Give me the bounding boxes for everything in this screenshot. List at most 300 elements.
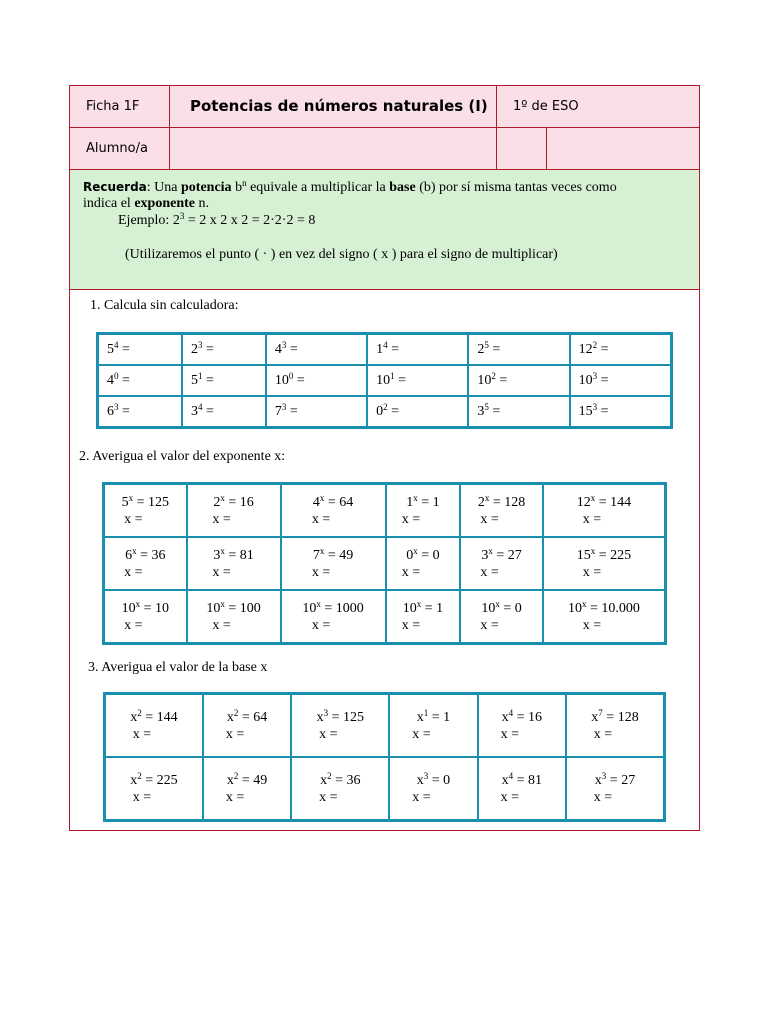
answer-blank: x = — [225, 789, 245, 805]
power-base: x — [501, 772, 509, 788]
power-exponent: 2 — [233, 707, 239, 718]
answer-blank: x = — [582, 564, 602, 580]
power-rest: = 125 — [328, 709, 364, 725]
power-exponent: 5 — [484, 401, 489, 412]
exercise-cell[interactable] — [203, 757, 291, 820]
power-rest: = 1000 — [320, 600, 364, 616]
answer-blank: x = — [593, 726, 613, 742]
answer-blank: x = — [500, 726, 520, 742]
power-exponent: x — [488, 545, 493, 556]
header-col-divider-1 — [169, 86, 170, 169]
power-rest: = 36 — [136, 547, 166, 563]
header-row-divider — [70, 127, 699, 128]
exercise-2-title: 2. Averigua el valor del exponente x: — [79, 449, 286, 464]
expression — [107, 709, 201, 726]
power-exponent: 3 — [197, 339, 203, 350]
power-base: x — [226, 772, 234, 788]
expression — [106, 494, 185, 511]
power-rest: = 10 — [140, 600, 170, 616]
power-rest: = — [387, 403, 400, 419]
reminder-example — [118, 213, 315, 229]
power-rest: = — [286, 403, 298, 419]
answer-blank: x = — [124, 564, 143, 580]
power-exponent: x — [495, 598, 500, 609]
exercise-cell[interactable] — [386, 537, 461, 590]
answer-blank: x = — [401, 617, 421, 633]
exercise-cell[interactable] — [386, 484, 461, 537]
reminder-text: indica el — [83, 196, 135, 211]
power-exponent: 1 — [197, 370, 203, 381]
exercise-cell[interactable] — [266, 365, 367, 396]
expression — [189, 600, 279, 617]
power-rest: = 225 — [595, 547, 632, 563]
answer-blank: x = — [212, 511, 231, 527]
exercise-cell[interactable] — [98, 365, 182, 396]
exercise-cell[interactable] — [543, 484, 665, 537]
expression — [283, 494, 384, 511]
power-exponent: x — [484, 492, 490, 503]
expression — [293, 709, 387, 726]
expression — [480, 772, 564, 789]
exercise-cell[interactable] — [367, 334, 468, 365]
power-exponent: 5 — [484, 339, 489, 350]
course-level: 1º de ESO — [513, 99, 579, 114]
power-base: 0 — [376, 403, 384, 419]
exercise-cell[interactable] — [203, 694, 291, 757]
reminder-line-2 — [83, 196, 209, 212]
exercise-cell[interactable] — [98, 334, 182, 365]
student-name-field[interactable] — [170, 128, 496, 168]
exercise-cell[interactable] — [187, 537, 281, 590]
expression — [376, 339, 466, 358]
power-exponent: 2 — [137, 770, 142, 781]
reminder-label: Recuerda — [83, 180, 147, 194]
power-exponent: x — [413, 492, 418, 503]
exercise-cell[interactable] — [468, 334, 569, 365]
ficha-label: Ficha 1F — [86, 99, 140, 114]
power-base: x — [130, 709, 138, 725]
expression — [480, 709, 564, 726]
exercise-cell[interactable] — [386, 590, 461, 643]
expression — [107, 401, 180, 420]
power-exponent: x — [220, 545, 225, 556]
power-rest: = 144 — [141, 709, 178, 725]
reminder-text: b — [231, 180, 243, 195]
power-base: 1 — [376, 341, 384, 357]
power-rest: = 1 — [428, 709, 451, 725]
power-rest: = — [118, 403, 130, 419]
power-exponent: x — [128, 492, 134, 503]
table-row — [98, 365, 671, 396]
power-base: 10 — [121, 600, 136, 616]
power-exponent: 1 — [423, 707, 429, 718]
table-row — [105, 694, 664, 757]
power-base: 3 — [481, 547, 489, 563]
power-rest: = — [286, 341, 298, 357]
power-base: 4 — [312, 494, 320, 510]
power-base: 2 — [213, 494, 221, 510]
page-title: Potencias de números naturales (I) — [190, 97, 488, 115]
power-exponent: 4 — [508, 770, 514, 781]
exercise-cell[interactable] — [543, 537, 665, 590]
expression — [205, 772, 289, 789]
power-exponent: 4 — [383, 339, 388, 350]
exercise-cell[interactable] — [468, 365, 569, 396]
exercise-cell[interactable] — [566, 757, 664, 820]
exercise-cell[interactable] — [104, 590, 187, 643]
expression — [391, 772, 475, 789]
expression — [106, 600, 185, 617]
header-band — [70, 86, 699, 169]
power-exponent: 7 — [598, 707, 603, 718]
exercise-cell[interactable] — [266, 334, 367, 365]
power-base: 6 — [107, 403, 114, 419]
power-rest: = 225 — [141, 772, 178, 788]
power-rest: = 36 — [331, 772, 361, 788]
power-exponent: x — [319, 545, 325, 556]
power-base: 7 — [312, 547, 320, 563]
power-exponent: 2 — [327, 770, 332, 781]
power-exponent: 2 — [491, 370, 496, 381]
power-rest: = 0 — [417, 547, 440, 563]
exercise-cell[interactable] — [187, 484, 281, 537]
student-label: Alumno/a — [86, 141, 148, 156]
exercise-cell[interactable] — [291, 757, 389, 820]
power-exponent: 0 — [288, 370, 294, 381]
power-exponent: 2 — [383, 401, 388, 412]
reminder-text: equivale a multiplicar la — [246, 180, 390, 195]
power-rest: = 64 — [324, 494, 354, 510]
expression — [578, 401, 669, 420]
expression — [106, 547, 185, 564]
term-potencia: potencia — [181, 180, 232, 195]
power-exponent: 3 — [281, 401, 287, 412]
power-rest: = — [394, 372, 407, 388]
power-exponent: x — [590, 545, 596, 556]
expression — [190, 370, 264, 389]
exercise-cell[interactable] — [460, 590, 543, 643]
expression — [568, 772, 662, 789]
power-base: 4 — [274, 341, 282, 357]
expression — [205, 709, 289, 726]
expression — [376, 370, 466, 389]
exercise-cell[interactable] — [98, 396, 182, 427]
example-text: Ejemplo: 2 — [118, 213, 180, 228]
reminder-box — [70, 169, 699, 290]
power-rest: = — [202, 403, 214, 419]
table-row — [98, 396, 671, 427]
power-base: 10 — [302, 600, 317, 616]
power-rest: = 49 — [238, 772, 268, 788]
power-rest: = — [495, 372, 508, 388]
expression — [274, 401, 365, 420]
power-rest: = — [597, 372, 609, 388]
expression — [189, 547, 279, 564]
power-rest: = — [597, 403, 609, 419]
expression — [462, 547, 541, 564]
power-base: 2 — [477, 341, 485, 357]
table-row — [105, 757, 664, 820]
power-exponent: x — [220, 598, 225, 609]
exercise-cell[interactable] — [105, 757, 203, 820]
power-exponent: x — [132, 545, 137, 556]
power-base: 10 — [274, 372, 289, 388]
exercise-cell[interactable] — [291, 694, 389, 757]
reminder-text: (b) por sí misma tantas veces como — [415, 180, 617, 195]
answer-blank: x = — [412, 726, 431, 742]
power-rest: = 1 — [421, 600, 444, 616]
expression — [545, 547, 663, 564]
power-base: 10 — [206, 600, 221, 616]
power-exponent: 2 — [137, 707, 142, 718]
term-base: base — [389, 180, 416, 195]
power-base: 6 — [125, 547, 133, 563]
power-base: 15 — [576, 547, 591, 563]
expression — [477, 401, 567, 420]
answer-blank: x = — [225, 726, 245, 742]
exercise-cell[interactable] — [187, 590, 281, 643]
exercise-cell[interactable] — [566, 694, 664, 757]
exercise-cell[interactable] — [570, 396, 671, 427]
exercise-cell[interactable] — [104, 537, 187, 590]
expression — [462, 494, 541, 511]
power-base: 10 — [578, 372, 593, 388]
reminder-note: (Utilizaremos el punto ( · ) en vez del signo ( x ) para el signo de multiplicar) — [125, 247, 558, 262]
expression — [545, 494, 663, 511]
exercise-cell[interactable] — [570, 334, 671, 365]
term-exponente: exponente — [134, 196, 195, 211]
table-row — [98, 334, 671, 365]
power-rest: = 1 — [417, 494, 440, 510]
answer-blank: x = — [480, 511, 499, 527]
answer-blank: x = — [319, 789, 338, 805]
power-rest: = 144 — [595, 494, 632, 510]
exercise-cell[interactable] — [460, 484, 543, 537]
exercise-cell[interactable] — [104, 484, 187, 537]
expression — [388, 547, 459, 564]
power-base: x — [130, 772, 138, 788]
power-base: 15 — [578, 403, 593, 419]
table-row — [104, 537, 665, 590]
power-rest: = 0 — [428, 772, 451, 788]
exercise-cell[interactable] — [182, 365, 266, 396]
expression — [477, 339, 567, 358]
expression — [388, 494, 459, 511]
exercise-cell[interactable] — [389, 757, 477, 820]
exercise-3-title: 3. Averigua el valor de la base x — [88, 660, 268, 675]
exercise-cell[interactable] — [478, 694, 566, 757]
answer-blank: x = — [412, 789, 431, 805]
power-exponent: 3 — [592, 401, 598, 412]
power-base: 7 — [274, 403, 282, 419]
power-exponent: 4 — [197, 401, 203, 412]
power-base: 3 — [213, 547, 221, 563]
power-exponent: 0 — [114, 370, 119, 381]
expression — [274, 370, 365, 389]
power-exponent: 3 — [281, 339, 287, 350]
power-base: 1 — [406, 494, 414, 510]
power-rest: = 125 — [133, 494, 170, 510]
power-rest: = — [118, 372, 130, 388]
power-base: 5 — [190, 372, 198, 388]
exercise-cell[interactable] — [367, 365, 468, 396]
expression — [578, 339, 669, 358]
power-exponent: x — [582, 598, 587, 609]
power-rest: = — [488, 403, 501, 419]
power-exponent: 3 — [423, 770, 429, 781]
exercise-1-grid — [96, 332, 673, 429]
answer-blank: x = — [593, 789, 613, 805]
expression — [107, 772, 201, 789]
answer-blank: x = — [480, 564, 499, 580]
power-exponent: x — [220, 492, 225, 503]
expression — [190, 401, 264, 420]
power-rest: = 10.000 — [586, 600, 640, 616]
answer-blank: x = — [480, 617, 499, 633]
expression — [283, 547, 384, 564]
power-exponent: x — [316, 598, 321, 609]
exercise-cell[interactable] — [468, 396, 569, 427]
exponent: n — [242, 178, 247, 188]
power-rest: = 16 — [224, 494, 254, 510]
answer-blank: x = — [582, 511, 602, 527]
power-rest: = — [118, 341, 130, 357]
answer-blank: x = — [311, 564, 331, 580]
answer-blank: x = — [582, 617, 602, 633]
exercise-3-grid — [103, 692, 666, 822]
exercise-cell[interactable] — [367, 396, 468, 427]
power-base: x — [501, 709, 509, 725]
expression — [388, 600, 459, 617]
expression — [293, 772, 387, 789]
header-col-divider-3 — [546, 128, 547, 169]
power-base: 12 — [578, 341, 593, 357]
expression — [545, 600, 663, 617]
exercise-cell[interactable] — [389, 694, 477, 757]
answer-blank: x = — [124, 511, 143, 527]
power-base: 5 — [107, 341, 114, 357]
power-base: 0 — [406, 547, 414, 563]
power-base: 2 — [190, 341, 198, 357]
power-exponent: x — [590, 492, 596, 503]
answer-blank: x = — [212, 564, 231, 580]
power-exponent: x — [135, 598, 141, 609]
power-base: 3 — [477, 403, 485, 419]
expression — [477, 370, 567, 389]
exercise-cell[interactable] — [281, 537, 386, 590]
answer-blank: x = — [311, 617, 331, 633]
expression — [376, 401, 466, 420]
expression — [107, 370, 180, 389]
table-row — [104, 484, 665, 537]
answer-blank: x = — [500, 789, 520, 805]
exercise-cell[interactable] — [105, 694, 203, 757]
answer-blank: x = — [132, 726, 152, 742]
power-exponent: 3 — [114, 401, 119, 412]
reminder-line-1 — [83, 180, 617, 196]
expression — [107, 339, 180, 358]
power-base: x — [416, 709, 424, 725]
power-base: 10 — [481, 600, 496, 616]
power-base: x — [320, 772, 328, 788]
exercise-cell[interactable] — [543, 590, 665, 643]
power-exponent: 3 — [592, 370, 598, 381]
power-base: 3 — [190, 403, 198, 419]
power-rest: = 128 — [489, 494, 526, 510]
power-base: 12 — [576, 494, 591, 510]
exercise-cell[interactable] — [182, 334, 266, 365]
expression — [283, 600, 384, 617]
power-exponent: 4 — [114, 339, 119, 350]
power-exponent: x — [319, 492, 325, 503]
power-rest: = 128 — [602, 709, 639, 725]
expression — [578, 370, 669, 389]
header-col-divider-2 — [496, 86, 497, 169]
expression — [568, 709, 662, 726]
expression — [391, 709, 475, 726]
power-base: 10 — [568, 600, 582, 616]
power-exponent: 2 — [592, 339, 598, 350]
power-base: 10 — [402, 600, 417, 616]
power-exponent: 3 — [323, 707, 329, 718]
power-base: 10 — [477, 372, 492, 388]
answer-blank: x = — [401, 511, 421, 527]
power-base: x — [226, 709, 234, 725]
power-rest: = 27 — [492, 547, 522, 563]
expression — [190, 339, 264, 358]
power-exponent: 1 — [390, 370, 395, 381]
expression — [189, 494, 279, 511]
reminder-text: : Una — [146, 180, 181, 195]
power-rest: = 49 — [324, 547, 354, 563]
grade-field[interactable] — [547, 128, 700, 168]
exponent: 3 — [179, 211, 185, 221]
power-exponent: x — [416, 598, 422, 609]
power-exponent: 4 — [508, 707, 514, 718]
exercise-cell[interactable] — [460, 537, 543, 590]
power-rest: = — [597, 341, 609, 357]
power-rest: = 0 — [499, 600, 522, 616]
power-rest: = — [202, 372, 214, 388]
power-base: x — [594, 772, 602, 788]
power-rest: = 27 — [606, 772, 636, 788]
power-exponent: x — [413, 545, 418, 556]
power-rest: = 16 — [513, 709, 543, 725]
reminder-text: n. — [194, 196, 209, 211]
power-rest: = 64 — [238, 709, 268, 725]
exercise-cell[interactable] — [266, 396, 367, 427]
exercise-cell[interactable] — [478, 757, 566, 820]
exercise-cell[interactable] — [182, 396, 266, 427]
exercise-cell[interactable] — [570, 365, 671, 396]
power-rest: = — [488, 341, 501, 357]
power-base: 4 — [107, 372, 114, 388]
answer-blank: x = — [132, 789, 152, 805]
example-text: = 2 x 2 x 2 = 2·2·2 = 8 — [184, 213, 316, 228]
power-base: 10 — [376, 372, 391, 388]
expression — [462, 600, 541, 617]
power-base: x — [416, 772, 424, 788]
power-base: 5 — [121, 494, 129, 510]
answer-blank: x = — [319, 726, 338, 742]
power-exponent: 3 — [601, 770, 607, 781]
power-rest: = 81 — [224, 547, 254, 563]
exercise-cell[interactable] — [281, 484, 386, 537]
power-exponent: 2 — [233, 770, 239, 781]
power-rest: = — [293, 372, 305, 388]
power-rest: = — [202, 341, 214, 357]
exercise-cell[interactable] — [281, 590, 386, 643]
